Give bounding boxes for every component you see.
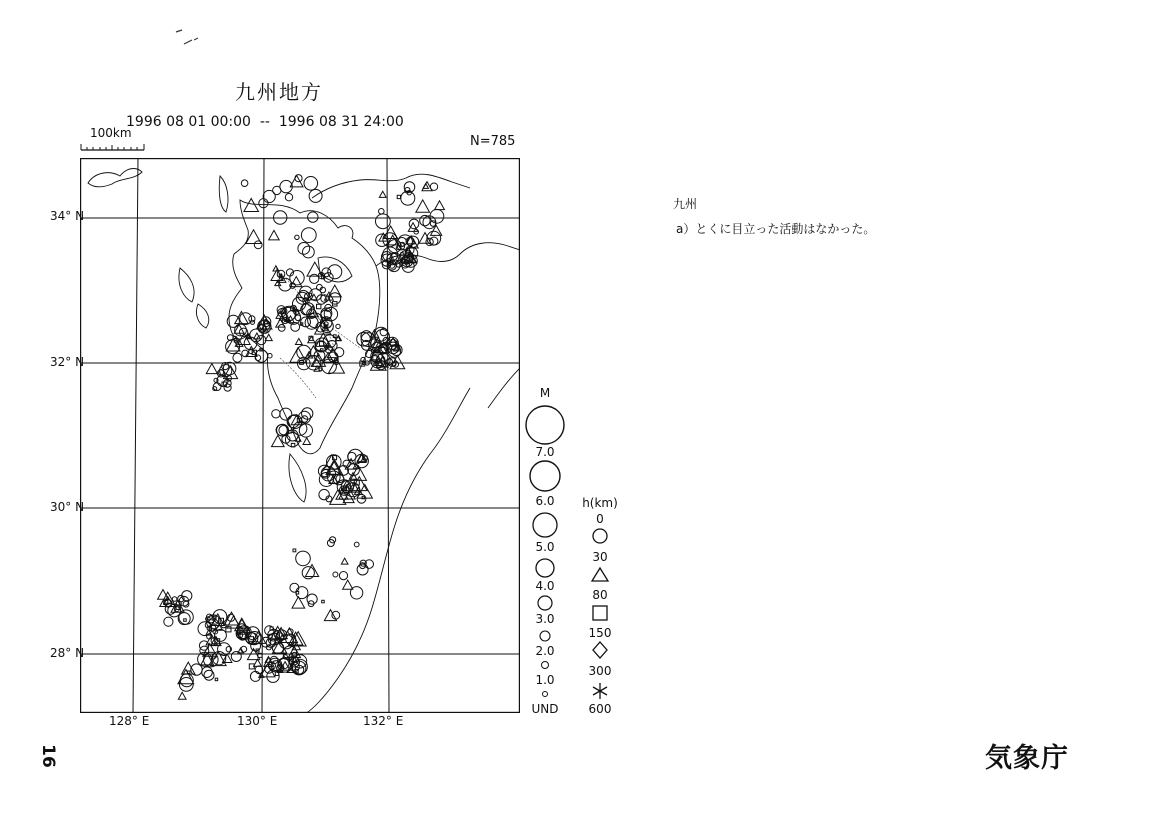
- quake-intermediate: [206, 364, 217, 374]
- lat-label-32: 32° N: [50, 355, 85, 369]
- depth-30: 30: [592, 550, 608, 564]
- earthquake-symbols: [158, 175, 445, 700]
- quake-shallow: [296, 551, 311, 566]
- quake-deep: [184, 619, 187, 622]
- quake-shallow: [328, 265, 342, 279]
- quake-deep: [333, 335, 336, 338]
- map-title: 九州地方: [235, 80, 323, 104]
- depth-0: 0: [596, 512, 604, 526]
- quake-shallow: [182, 591, 192, 601]
- quake-shallow: [254, 241, 262, 249]
- magnitude-6: 6.0: [535, 494, 555, 508]
- quake-intermediate: [435, 201, 445, 210]
- depth-600: 600: [588, 702, 612, 716]
- quake-intermediate: [273, 266, 279, 271]
- coastline: [88, 169, 520, 713]
- depth-150: 150: [588, 626, 612, 640]
- quake-intermediate: [379, 191, 386, 197]
- quake-intermediate: [182, 662, 195, 674]
- depth-80: 80: [592, 588, 608, 602]
- quake-shallow: [329, 293, 340, 304]
- quake-deep: [319, 368, 322, 371]
- agency-name: 気象庁: [985, 743, 1069, 774]
- quake-shallow: [214, 629, 226, 641]
- quake-shallow: [295, 315, 301, 321]
- lon-label-128: 128° E: [109, 714, 150, 728]
- quake-shallow: [231, 652, 241, 662]
- magnitude-3: 3.0: [535, 612, 555, 626]
- magnitude-und: UND: [531, 702, 559, 716]
- lat-label-28: 28° N: [50, 646, 85, 660]
- quake-shallow: [308, 212, 318, 222]
- quake-intermediate: [178, 692, 186, 699]
- lat-label-30: 30° N: [50, 500, 85, 514]
- lat-label-34: 34° N: [50, 209, 85, 223]
- quake-shallow: [420, 215, 430, 225]
- quake-shallow: [319, 489, 329, 499]
- quake-intermediate: [431, 225, 442, 235]
- quake-intermediate: [341, 558, 348, 564]
- magnitude-2: 2.0: [535, 644, 555, 658]
- time-period: 1996 08 01 00:00 -- 1996 08 31 24:00: [126, 114, 404, 130]
- depth-legend-title: h(km): [582, 496, 618, 510]
- quake-intermediate: [343, 580, 353, 589]
- magnitude-1: 1.0: [535, 673, 555, 687]
- quake-deep: [322, 600, 325, 603]
- quake-deep: [362, 496, 365, 499]
- magnitude-legend-title: M: [539, 386, 551, 400]
- quake-shallow: [164, 617, 173, 626]
- magnitude-4: 4.0: [535, 579, 555, 593]
- quake-deep: [293, 549, 296, 552]
- quake-intermediate: [235, 312, 248, 324]
- prefecture-borders: [276, 268, 360, 398]
- quake-shallow: [307, 594, 317, 604]
- quake-shallow: [295, 235, 299, 239]
- scale-bar-label: 100km: [90, 126, 132, 140]
- quake-deep: [215, 678, 218, 681]
- quake-shallow: [354, 542, 359, 547]
- depth-300: 300: [588, 664, 612, 678]
- quake-shallow: [257, 336, 266, 345]
- scan-marks: [170, 26, 210, 50]
- event-count: N=785: [470, 134, 516, 149]
- lon-label-132: 132° E: [363, 714, 404, 728]
- quake-shallow: [301, 228, 316, 243]
- quake-shallow: [272, 410, 280, 418]
- magnitude-5: 5.0: [535, 540, 555, 554]
- quake-shallow: [285, 194, 292, 201]
- quake-deep: [401, 253, 404, 256]
- quake-intermediate: [303, 438, 310, 445]
- region-heading: 九州: [673, 197, 698, 211]
- quake-shallow: [233, 353, 242, 362]
- seismicity-map: [80, 158, 520, 713]
- quake-intermediate: [295, 338, 302, 344]
- quake-shallow: [430, 183, 437, 190]
- quake-shallow: [333, 572, 338, 577]
- quake-deep: [270, 627, 273, 630]
- quake-deep: [317, 304, 321, 308]
- quake-intermediate: [296, 436, 301, 441]
- quake-intermediate: [269, 230, 279, 239]
- lon-label-130: 130° E: [237, 714, 278, 728]
- quake-shallow: [202, 667, 213, 678]
- quake-shallow: [376, 214, 391, 229]
- page-number: 16: [37, 744, 58, 768]
- quake-shallow: [296, 587, 308, 599]
- quake-intermediate: [244, 198, 259, 211]
- quake-shallow: [241, 180, 248, 187]
- activity-note: a）とくに目立った活動はなかった。: [676, 222, 876, 236]
- magnitude-7: 7.0: [535, 445, 555, 459]
- quake-shallow: [290, 583, 299, 592]
- scale-bar: [80, 140, 150, 154]
- quake-shallow: [339, 572, 347, 580]
- quake-shallow: [199, 641, 208, 650]
- quake-shallow: [379, 209, 385, 215]
- quake-shallow: [336, 324, 340, 328]
- quake-shallow: [335, 348, 344, 357]
- quake-shallow: [280, 408, 292, 420]
- quake-shallow: [179, 610, 193, 624]
- quake-deep: [321, 349, 324, 352]
- quake-shallow: [304, 177, 318, 191]
- quake-shallow: [357, 564, 368, 575]
- quake-deep: [296, 592, 299, 595]
- quake-intermediate: [416, 200, 430, 212]
- quake-deep: [397, 195, 400, 198]
